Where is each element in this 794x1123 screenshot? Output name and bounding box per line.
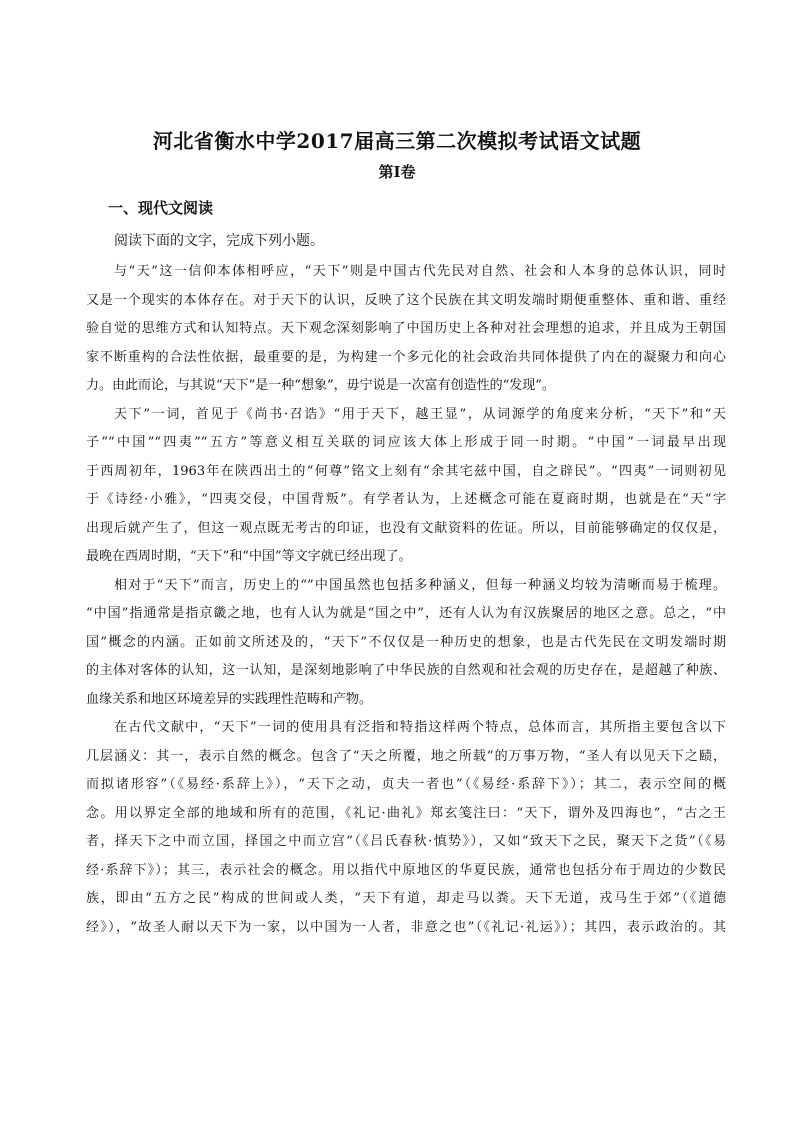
reading-instruction: 阅读下面的文字，完成下列小题。: [114, 233, 324, 249]
text-line: 经·系辞下》）；其三，表示社会的概念。用以指代中原地区的华夏民族，通常也包括分布于周边的少数民: [86, 862, 726, 878]
text-line: 经》），“故圣人耐以天下为一家，以中国为一人者，非意之也”（《礼记·礼运》）；其四，表示政治的。其: [86, 919, 726, 935]
text-line: 与“天”这一信仰本体相呼应，“天下”则是中国古代先民对自然、社会和人本身的总体认识，同时: [114, 264, 726, 279]
text-line: 族，即由“五方之民”构成的世间或人类，“天下有道，却走马以粪。天下无道，戎马生于郊”（《道德: [86, 891, 726, 906]
text-line: 国”概念的内涵。正如前文所述及的，“天下”不仅仅是一种历史的想象，也是古代先民在文明发端时期: [86, 634, 726, 650]
text-line: 家不断重构的合法性依据，最重要的是，为构建一个多元化的社会政治共同体提供了内在的凝聚力和向心: [86, 349, 726, 365]
text-line: 几层涵义：其一，表示自然的概念。包含了“天之所覆，地之所载”的万事万物，“圣人有以见天下之赜，: [86, 748, 726, 764]
text-line: 念。用以界定全部的地域和所有的范围，《礼记·曲礼》郑玄笺注曰：“天下，谓外及四海也”，“古之王: [86, 805, 726, 821]
text-line: 子”“中国”“四夷”“五方”等意义相互关联的词应该大体上形成于同一时期。“中国”一词最早出现: [86, 435, 726, 450]
text-line: 天下”一词，首见于《尚书·召诰》“用于天下，越王显”，从词源学的角度来分析，“天下”和“天: [114, 406, 726, 422]
text-line: 最晚在西周时期，“天下”和“中国”等文字就已经出现了。: [86, 549, 412, 564]
text-line: 血缘关系和地区环境差异的实践理性范畴和产物。: [86, 691, 373, 707]
article-body: [86, 258, 726, 942]
text-line: 的主体对客体的认知，这一认知，是深刻地影响了中华民族的自然观和社会观的历史存在，是超越了种族、: [86, 663, 726, 678]
text-line: 验自觉的思维方式和认知特点。天下观念深刻影响了中国历史上各种对社会理想的追求，并且成为王朝国: [86, 321, 726, 336]
text-line: “中国”指通常是指京畿之地，也有人认为就是“国之中”，还有人认为有汉族聚居的地区之意。总之，“中: [86, 606, 726, 621]
text-line: 力。由此而论，与其说“天下”是一种“想象”，毋宁说是一次富有创造性的“发现”。: [86, 378, 555, 393]
text-line: 于《诗经·小雅》，“四夷交侵，中国背叛”。有学者认为，上述概念可能在夏商时期，也就是在“天”字: [86, 492, 726, 507]
part-label: 第Ⅰ卷: [378, 163, 416, 181]
text-line: 出现后就产生了，但这一观点既无考古的印证，也没有文献资料的佐证。所以，目前能够确定的仅仅是，: [86, 520, 726, 536]
text-line: 者，择天下之中而立国，择国之中而立宫”（《吕氏春秋·慎势》），又如“致天下之民，聚天下之货”（《易: [86, 834, 726, 849]
text-line: 于西周初年，1963年在陕西出土的“何尊”铭文上刻有“余其宅兹中国，自之辟民”。“四夷”一词则初见: [86, 463, 726, 479]
text-line: 而拟诸形容”（《易经·系辞上》），“天下之动，贞夫一者也”（《易经·系辞下》）；其二，表示空间的概: [86, 777, 726, 792]
exam-title: 河北省衡水中学2017届高三第二次模拟考试语文试题: [152, 129, 642, 153]
section-heading: 一、现代文阅读: [108, 199, 214, 217]
text-line: 相对于“天下”而言，历史上的“”中国虽然也包括多种涵义，但每一种涵义均较为清晰而易于梳理。: [114, 577, 726, 593]
text-line: 在古代文献中，“天下”一词的使用具有泛指和特指这样两个特点，总体而言，其所指主要包含以下: [114, 720, 726, 735]
text-line: 又是一个现实的本体存在。对于天下的认识，反映了这个民族在其文明发端时期便重整体、重和谐、重经: [86, 292, 726, 308]
